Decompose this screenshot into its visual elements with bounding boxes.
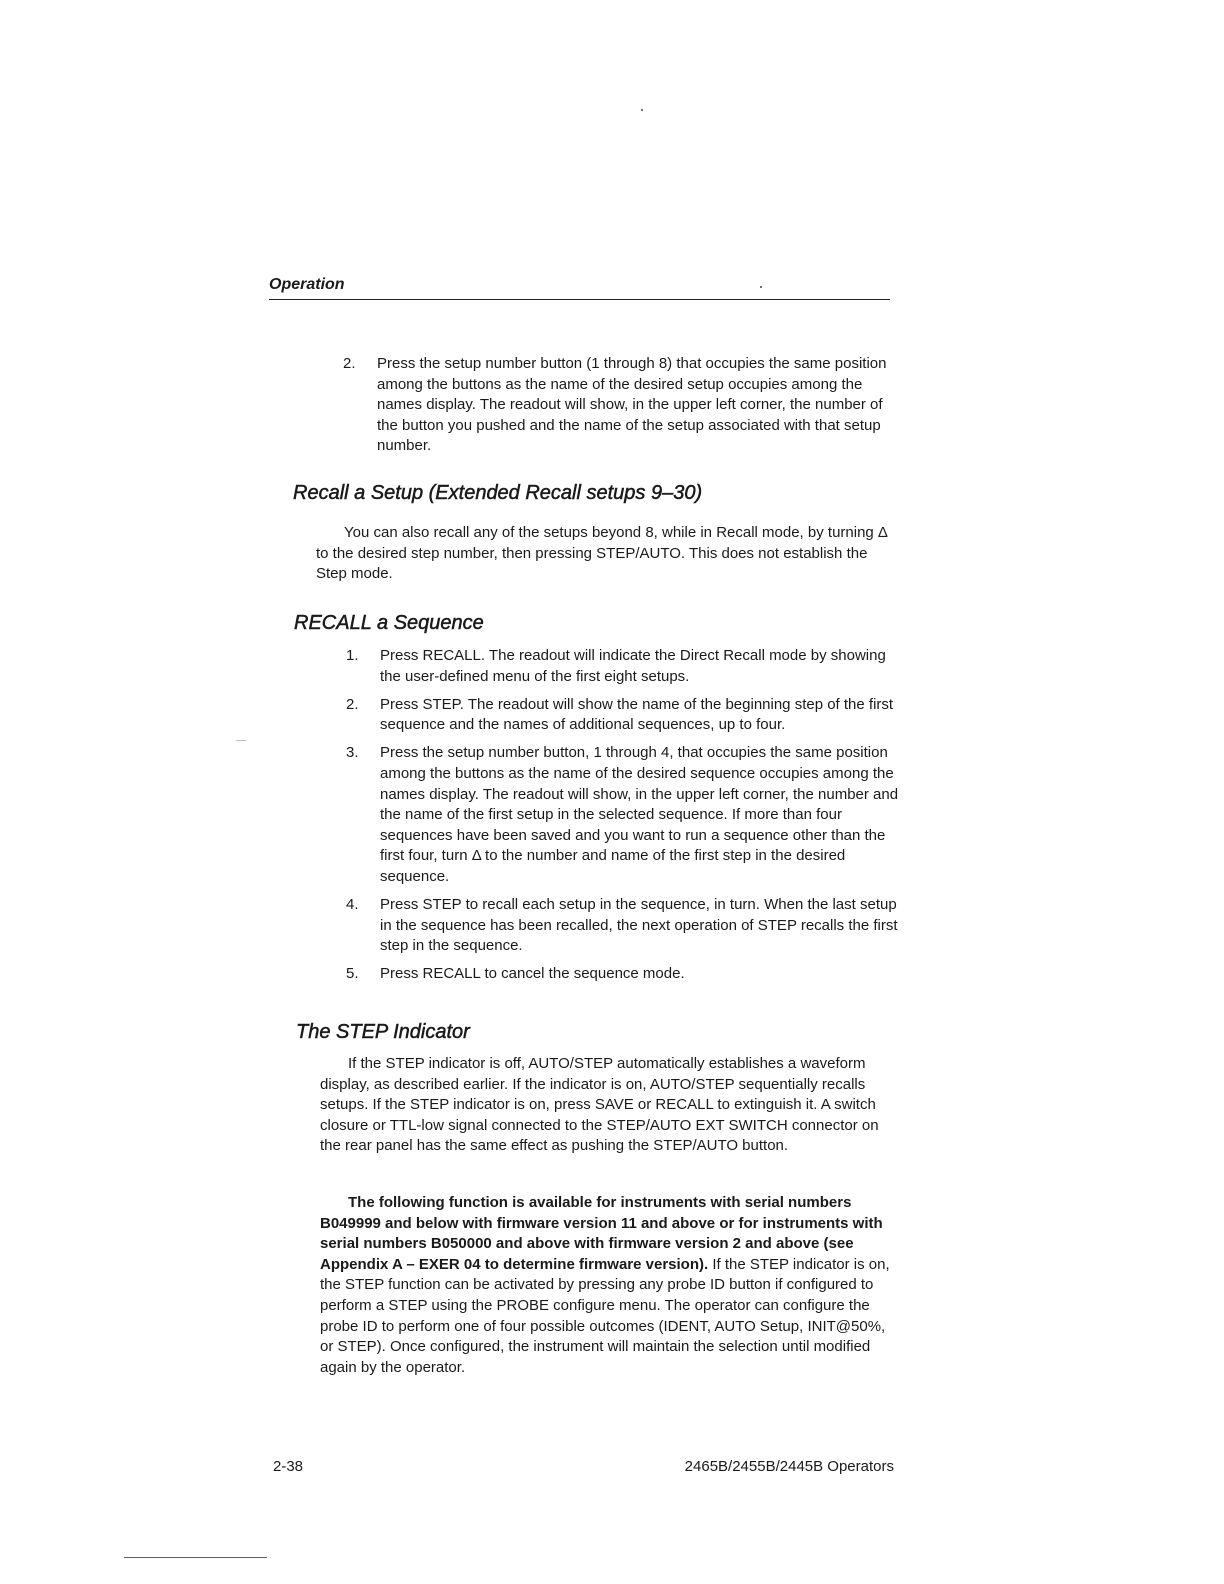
list-item-text: Press STEP to recall each setup in the sequence, in turn. When the last setup in the sequence has been recalled, the next operation of STEP recalls the first step in the sequence. (380, 896, 898, 955)
section-heading-step-indicator: The STEP Indicator (296, 1021, 470, 1043)
list-item (346, 695, 902, 736)
list-item-text: Press the setup number button (1 through 8) that occupies the same position among the buttons as the name of the desired setup occupies among the names display. The readout will show, in the upper left corner, the number of the button you pushed and the name of the setup associated with that setup number. (377, 355, 887, 455)
list-item-text: Press RECALL. The readout will indicate the Direct Recall mode by showing the user-defined menu of the first eight setups. (380, 647, 886, 685)
list-item-text: Press STEP. The readout will show the name of the beginning step of the first sequence and the names of additional sequences, up to four. (380, 695, 894, 734)
scan-speck (760, 286, 762, 288)
firmware-note-bold: The following function is available for instruments with serial numbers B049999 and below with firmware version 11 and above or for instruments with serial numbers B050000 and above with firmware version 2 and above (see Appendix A – EXER 04 to determine firmware version). (320, 1194, 883, 1273)
list-item-number: 4. (346, 896, 359, 914)
manual-title: 2465B/2455B/2445B Operators (684, 1458, 894, 1475)
section-heading-recall-sequence: RECALL a Sequence (294, 612, 484, 634)
margin-mark (236, 740, 246, 741)
header-rule (269, 299, 890, 300)
list-item (346, 964, 902, 985)
step-indicator-paragraph: If the STEP indicator is off, AUTO/STEP automatically establishes a waveform display, as described earlier. If the indicator is on, AUTO/STEP sequentially recalls setups. If the STEP indicator is on, press SAVE or RECALL to extinguish it. A switch closure or TTL-low signal connected to the STEP/AUTO EXT SWITCH connector on the rear panel has the same effect as pushing the STEP/AUTO button. (320, 1055, 879, 1155)
list-item-number: 1. (346, 647, 359, 664)
continued-step-list (343, 354, 903, 464)
list-item-number: 2. (343, 355, 356, 372)
list-item (346, 743, 902, 887)
list-item-number: 5. (346, 965, 359, 983)
page-header (269, 276, 890, 300)
list-item-number: 2. (346, 695, 359, 713)
list-item-number: 3. (346, 744, 359, 762)
scan-speck (641, 109, 643, 111)
list-item-text: Press the setup number button, 1 through 4, that occupies the same position among the buttons as the name of the desired sequence occupies among the names display. The readout will show, in the upper left corner, the number and the name of the first setup in the selected sequence. If more than four sequences have been saved and you want to run a sequence other than the first four, turn Δ to the number and name of the first step in the desired sequence. (380, 744, 899, 885)
list-item (343, 354, 903, 457)
firmware-note-text: If the STEP indicator is on, the STEP function can be activated by pressing any probe ID button if configured to perform a STEP using the PROBE configure menu. The operator can configure the probe ID to perform one of four possible outcomes (IDENT, AUTO Setup, INIT@50%, or STEP). Once configured, the instrument will maintain the selection until modified again by the operator. (320, 1255, 890, 1376)
page-number: 2-38 (273, 1458, 304, 1475)
recall-sequence-steps (346, 646, 902, 992)
bottom-rule (124, 1557, 267, 1558)
list-item (346, 895, 902, 957)
running-head: Operation (269, 276, 345, 293)
list-item-text: Press RECALL to cancel the sequence mode. (380, 965, 685, 983)
recall-setup-paragraph: You can also recall any of the setups beyond 8, while in Recall mode, by turning Δ to the desired step number, then pressing STEP/AUTO. This does not establish the Step mode. (316, 524, 888, 583)
firmware-note-paragraph (320, 1193, 902, 1378)
section-heading-recall-setup: Recall a Setup (Extended Recall setups 9–30) (293, 482, 703, 504)
list-item (346, 646, 902, 687)
